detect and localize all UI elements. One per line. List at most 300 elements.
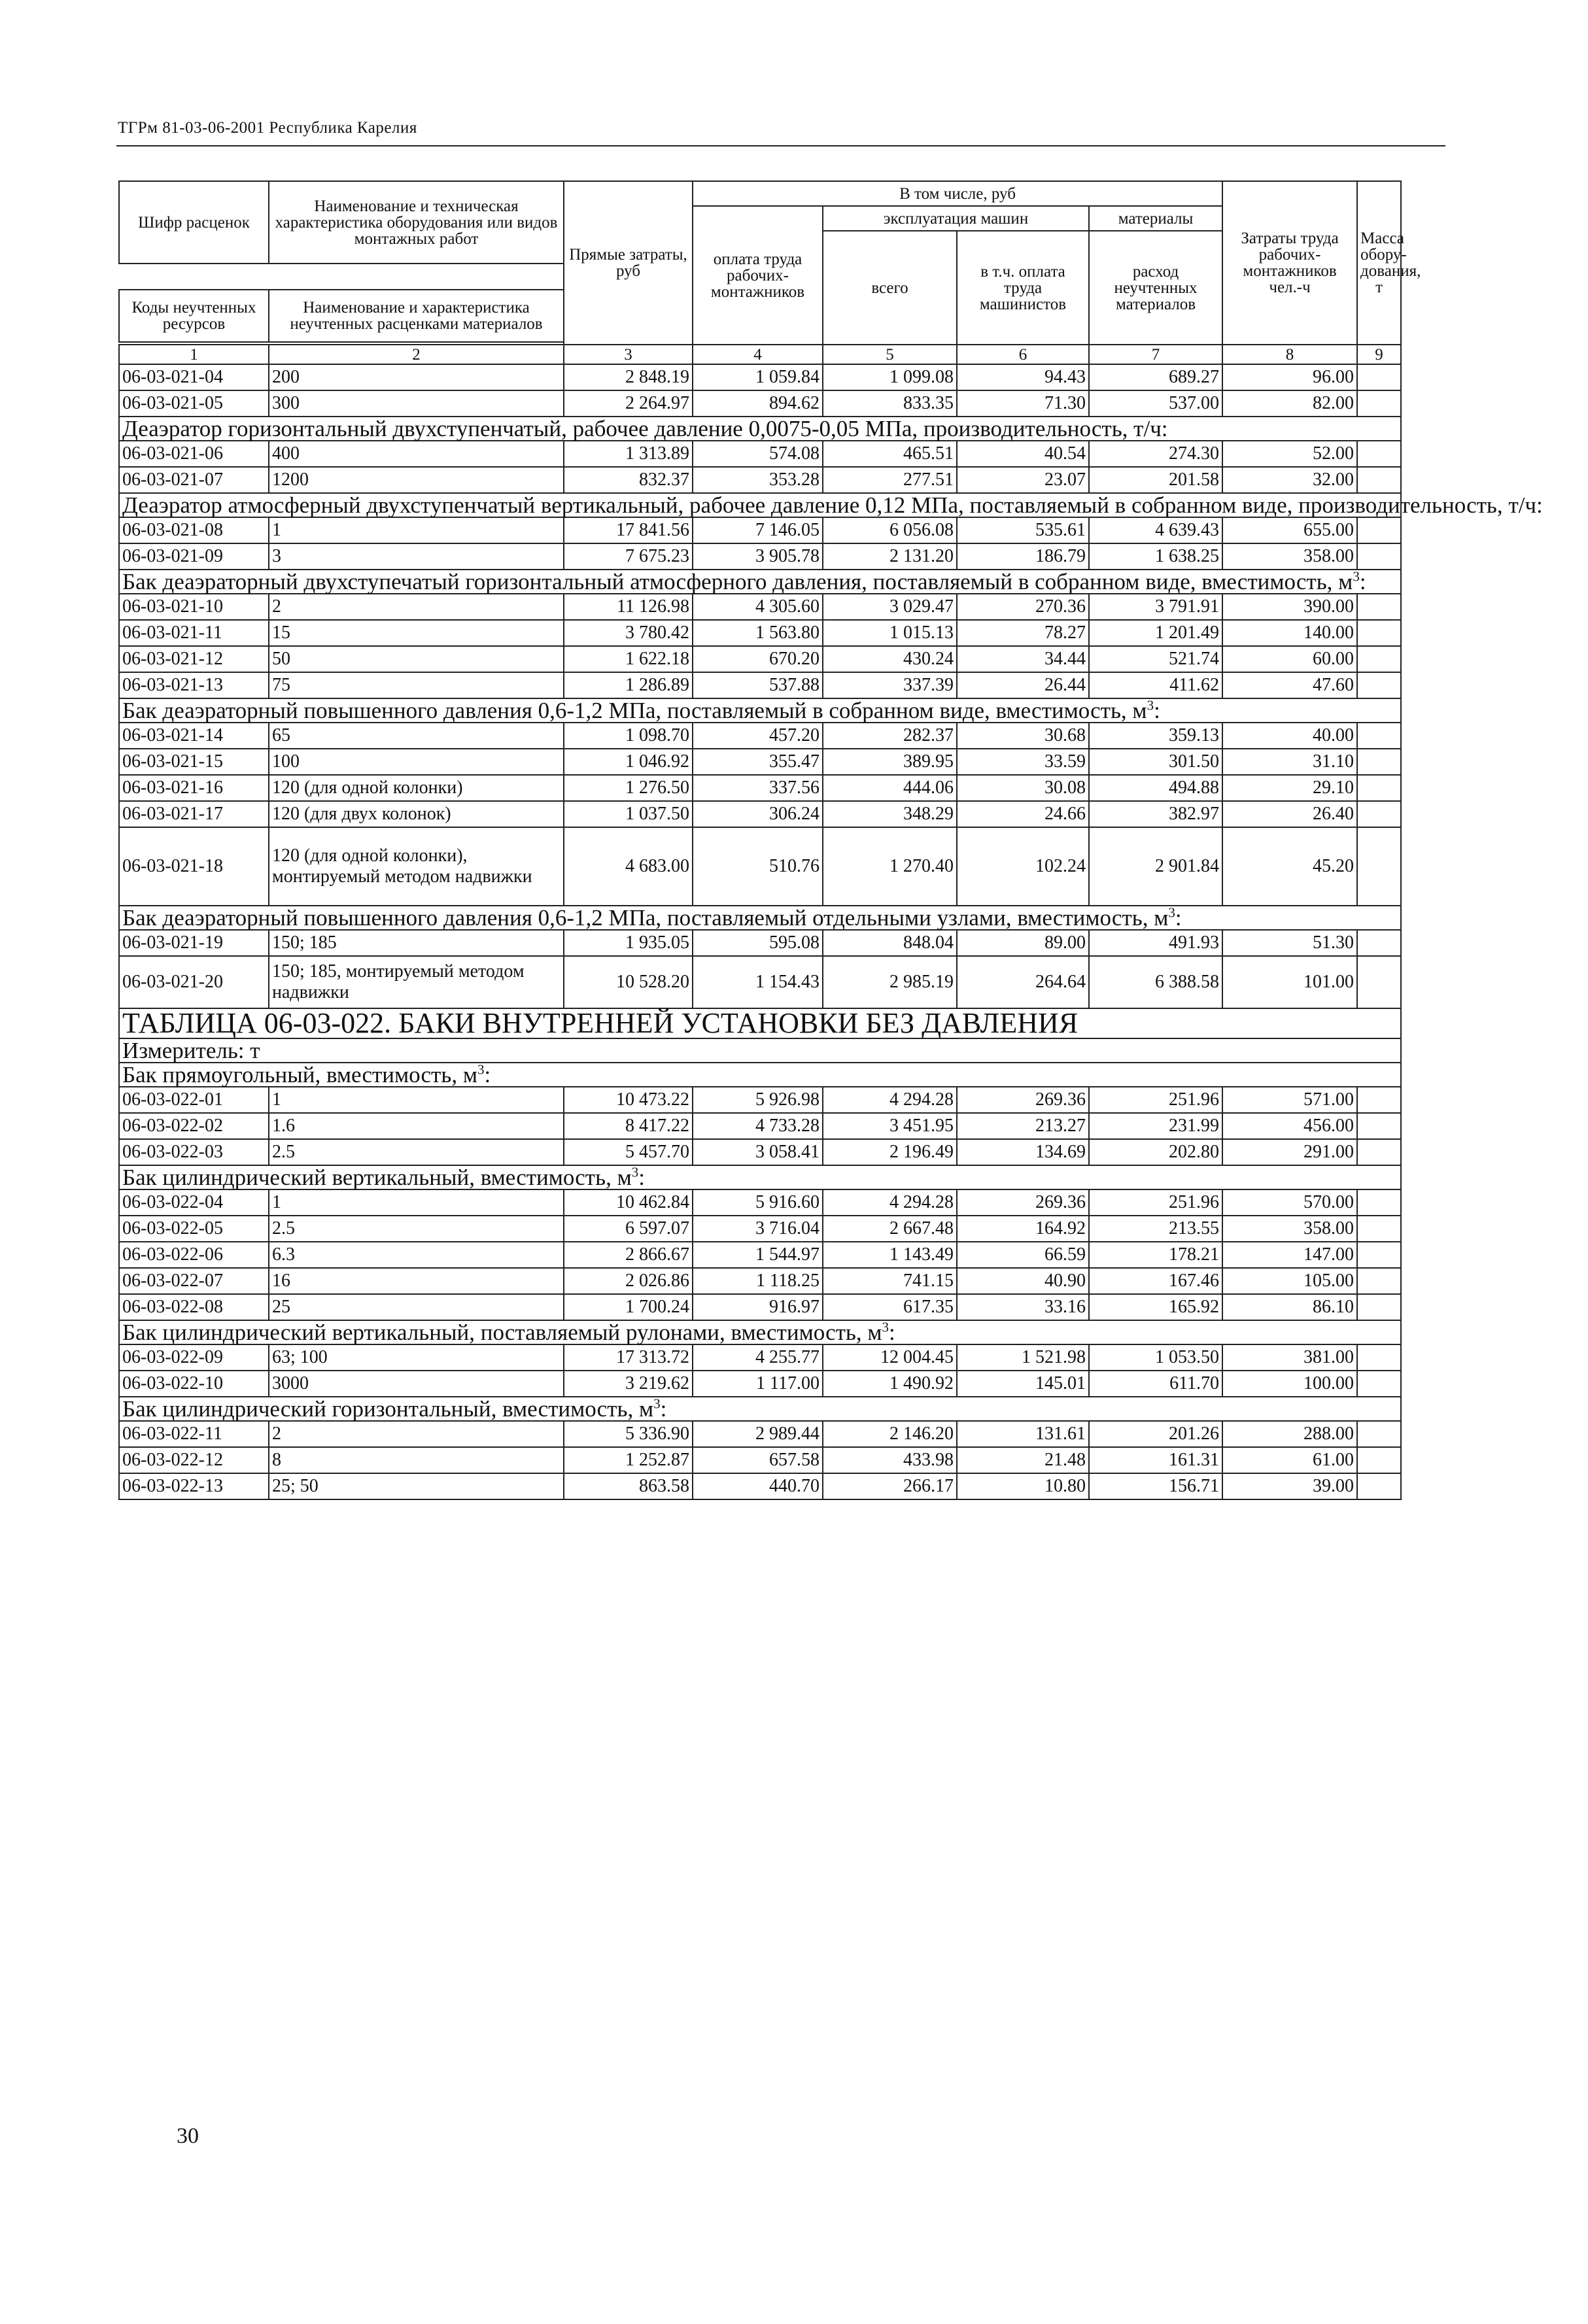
materials-usage: 2 901.84 xyxy=(1089,827,1222,906)
machines-pay: 94.43 xyxy=(957,364,1089,390)
machines-pay: 71.30 xyxy=(957,390,1089,417)
machines-pay: 270.36 xyxy=(957,594,1089,620)
labor-pay: 510.76 xyxy=(693,827,823,906)
machines-pay: 30.68 xyxy=(957,723,1089,749)
table-row xyxy=(119,1242,1401,1268)
item-description: 150; 185 xyxy=(269,930,564,956)
machines-pay: 66.59 xyxy=(957,1242,1089,1268)
equipment-mass xyxy=(1357,467,1401,493)
materials-usage: 251.96 xyxy=(1089,1087,1222,1113)
section-heading-row xyxy=(119,570,1401,594)
rate-code: 06-03-021-20 xyxy=(119,956,269,1008)
machines-pay: 34.44 xyxy=(957,646,1089,672)
direct-costs: 2 264.97 xyxy=(564,390,693,417)
materials-usage: 202.80 xyxy=(1089,1139,1222,1165)
table-title: ТАБЛИЦА 06-03-022. БАКИ ВНУТРЕННЕЙ УСТАНОВКИ БЕЗ ДАВЛЕНИЯ xyxy=(119,1008,1401,1038)
machines-pay: 89.00 xyxy=(957,930,1089,956)
materials-usage: 178.21 xyxy=(1089,1242,1222,1268)
labor-pay: 916.97 xyxy=(693,1294,823,1320)
labor-pay: 440.70 xyxy=(693,1473,823,1499)
labor-costs: 61.00 xyxy=(1222,1447,1357,1473)
header-labor-pay: оплата труда рабочих-монтажников xyxy=(693,206,823,345)
section-title-tail: : xyxy=(1175,905,1182,931)
item-description: 2.5 xyxy=(269,1216,564,1242)
machines-pay: 131.61 xyxy=(957,1421,1089,1447)
item-description: 2.5 xyxy=(269,1139,564,1165)
unit-superscript: 3 xyxy=(631,1164,639,1180)
machines-total: 348.29 xyxy=(823,801,957,827)
materials-usage: 1 638.25 xyxy=(1089,543,1222,570)
header-code: Шифр расценок xyxy=(119,181,269,264)
table-row xyxy=(119,1294,1401,1320)
table-row xyxy=(119,364,1401,390)
rate-code: 06-03-021-13 xyxy=(119,672,269,698)
direct-costs: 4 683.00 xyxy=(564,827,693,906)
labor-pay: 657.58 xyxy=(693,1447,823,1473)
table-row xyxy=(119,1371,1401,1397)
measure-unit: Измеритель: т xyxy=(119,1038,1401,1063)
unit-superscript: 3 xyxy=(882,1319,889,1335)
header-labor-costs: Затраты труда рабочих-монтажников чел.-ч xyxy=(1222,181,1357,345)
equipment-mass xyxy=(1357,1473,1401,1499)
labor-pay: 1 154.43 xyxy=(693,956,823,1008)
labor-costs: 52.00 xyxy=(1222,441,1357,467)
table-row xyxy=(119,930,1401,956)
machines-pay: 26.44 xyxy=(957,672,1089,698)
direct-costs: 1 700.24 xyxy=(564,1294,693,1320)
column-number: 3 xyxy=(564,345,693,364)
materials-usage: 3 791.91 xyxy=(1089,594,1222,620)
direct-costs: 5 457.70 xyxy=(564,1139,693,1165)
section-heading-row xyxy=(119,493,1401,517)
direct-costs: 1 286.89 xyxy=(564,672,693,698)
machines-pay: 30.08 xyxy=(957,775,1089,801)
materials-usage: 411.62 xyxy=(1089,672,1222,698)
direct-costs: 1 252.87 xyxy=(564,1447,693,1473)
section-heading xyxy=(119,417,1401,441)
labor-pay: 4 305.60 xyxy=(693,594,823,620)
labor-costs: 288.00 xyxy=(1222,1421,1357,1447)
labor-costs: 51.30 xyxy=(1222,930,1357,956)
labor-pay: 1 563.80 xyxy=(693,620,823,646)
equipment-mass xyxy=(1357,672,1401,698)
header-materials-usage: расход неучтенных материалов xyxy=(1089,231,1222,345)
section-heading-row xyxy=(119,1165,1401,1189)
direct-costs: 11 126.98 xyxy=(564,594,693,620)
machines-total: 2 131.20 xyxy=(823,543,957,570)
labor-pay: 1 544.97 xyxy=(693,1242,823,1268)
table-row xyxy=(119,723,1401,749)
rates-table xyxy=(118,180,1543,1500)
direct-costs: 10 528.20 xyxy=(564,956,693,1008)
direct-costs: 7 675.23 xyxy=(564,543,693,570)
rate-code: 06-03-022-02 xyxy=(119,1113,269,1139)
machines-total: 3 451.95 xyxy=(823,1113,957,1139)
section-heading xyxy=(119,1320,1401,1344)
labor-costs: 101.00 xyxy=(1222,956,1357,1008)
table-row xyxy=(119,827,1401,906)
labor-pay: 894.62 xyxy=(693,390,823,417)
column-number: 2 xyxy=(269,345,564,364)
header-machines-pay: в т.ч. оплата труда машинистов xyxy=(957,231,1089,345)
equipment-mass xyxy=(1357,1268,1401,1294)
column-number: 8 xyxy=(1222,345,1357,364)
rate-code: 06-03-022-01 xyxy=(119,1087,269,1113)
direct-costs: 2 026.86 xyxy=(564,1268,693,1294)
section-heading xyxy=(119,1397,1401,1421)
machines-total: 4 294.28 xyxy=(823,1087,957,1113)
labor-costs: 26.40 xyxy=(1222,801,1357,827)
equipment-mass xyxy=(1357,827,1401,906)
direct-costs: 5 336.90 xyxy=(564,1421,693,1447)
direct-costs: 1 313.89 xyxy=(564,441,693,467)
equipment-mass xyxy=(1357,1113,1401,1139)
item-description: 200 xyxy=(269,364,564,390)
item-description: 1.6 xyxy=(269,1113,564,1139)
table-row xyxy=(119,441,1401,467)
labor-costs: 456.00 xyxy=(1222,1113,1357,1139)
labor-pay: 1 117.00 xyxy=(693,1371,823,1397)
materials-usage: 201.26 xyxy=(1089,1421,1222,1447)
equipment-mass xyxy=(1357,390,1401,417)
materials-usage: 161.31 xyxy=(1089,1447,1222,1473)
section-title-tail: : xyxy=(1359,569,1366,594)
section-title-tail: : xyxy=(1154,698,1160,723)
rate-code: 06-03-022-05 xyxy=(119,1216,269,1242)
table-row xyxy=(119,1421,1401,1447)
rate-code: 06-03-021-11 xyxy=(119,620,269,646)
materials-usage: 213.55 xyxy=(1089,1216,1222,1242)
materials-usage: 6 388.58 xyxy=(1089,956,1222,1008)
rate-code: 06-03-022-11 xyxy=(119,1421,269,1447)
equipment-mass xyxy=(1357,620,1401,646)
labor-pay: 457.20 xyxy=(693,723,823,749)
unit-superscript: 3 xyxy=(1147,697,1154,713)
labor-pay: 337.56 xyxy=(693,775,823,801)
machines-total: 266.17 xyxy=(823,1473,957,1499)
materials-usage: 201.58 xyxy=(1089,467,1222,493)
materials-usage: 274.30 xyxy=(1089,441,1222,467)
machines-total: 741.15 xyxy=(823,1268,957,1294)
table-row xyxy=(119,749,1401,775)
equipment-mass xyxy=(1357,646,1401,672)
direct-costs: 2 866.67 xyxy=(564,1242,693,1268)
rate-code: 06-03-021-06 xyxy=(119,441,269,467)
labor-costs: 39.00 xyxy=(1222,1473,1357,1499)
unit-superscript: 3 xyxy=(1168,904,1175,921)
column-number: 7 xyxy=(1089,345,1222,364)
materials-usage: 231.99 xyxy=(1089,1113,1222,1139)
machines-total: 444.06 xyxy=(823,775,957,801)
header-divider xyxy=(116,145,1445,146)
labor-pay: 306.24 xyxy=(693,801,823,827)
machines-total: 337.39 xyxy=(823,672,957,698)
item-description: 1 xyxy=(269,1087,564,1113)
machines-total: 277.51 xyxy=(823,467,957,493)
rate-code: 06-03-021-07 xyxy=(119,467,269,493)
section-heading xyxy=(119,570,1401,594)
table-row xyxy=(119,543,1401,570)
table-title-row xyxy=(119,1008,1401,1038)
direct-costs: 6 597.07 xyxy=(564,1216,693,1242)
machines-total: 833.35 xyxy=(823,390,957,417)
labor-costs: 40.00 xyxy=(1222,723,1357,749)
direct-costs: 863.58 xyxy=(564,1473,693,1499)
table-row xyxy=(119,1189,1401,1216)
machines-pay: 1 521.98 xyxy=(957,1344,1089,1371)
machines-pay: 134.69 xyxy=(957,1139,1089,1165)
column-number: 6 xyxy=(957,345,1089,364)
item-description: 75 xyxy=(269,672,564,698)
machines-total: 2 985.19 xyxy=(823,956,957,1008)
rate-code: 06-03-021-10 xyxy=(119,594,269,620)
table-row xyxy=(119,620,1401,646)
labor-costs: 32.00 xyxy=(1222,467,1357,493)
section-title: Бак деаэраторный повышенного давления 0,6-1,2 МПа, поставляемый отдельными узлами, вместимость, м xyxy=(122,905,1169,931)
labor-costs: 390.00 xyxy=(1222,594,1357,620)
section-heading xyxy=(119,1165,1401,1189)
machines-total: 4 294.28 xyxy=(823,1189,957,1216)
machines-pay: 33.16 xyxy=(957,1294,1089,1320)
item-description: 3 xyxy=(269,543,564,570)
item-description: 50 xyxy=(269,646,564,672)
table-row xyxy=(119,467,1401,493)
labor-pay: 355.47 xyxy=(693,749,823,775)
rate-code: 06-03-021-08 xyxy=(119,517,269,543)
rate-code: 06-03-021-17 xyxy=(119,801,269,827)
section-heading xyxy=(119,492,1543,518)
machines-pay: 24.66 xyxy=(957,801,1089,827)
direct-costs: 8 417.22 xyxy=(564,1113,693,1139)
rate-code: 06-03-022-12 xyxy=(119,1447,269,1473)
section-title: Деаэратор атмосферный двухступенчатый вертикальный, рабочее давление 0,12 МПа, поставляемый в собранном виде, производительность, т/ч: xyxy=(122,492,1543,518)
equipment-mass xyxy=(1357,543,1401,570)
machines-pay: 213.27 xyxy=(957,1113,1089,1139)
equipment-mass xyxy=(1357,1242,1401,1268)
labor-pay: 3 905.78 xyxy=(693,543,823,570)
table-row xyxy=(119,1447,1401,1473)
section-heading xyxy=(119,698,1401,723)
materials-usage: 167.46 xyxy=(1089,1268,1222,1294)
rate-code: 06-03-021-15 xyxy=(119,749,269,775)
header-name-unaccounted: Наименование и характеристика неучтенных расценками материалов xyxy=(269,290,564,342)
direct-costs: 17 313.72 xyxy=(564,1344,693,1371)
rate-code: 06-03-021-12 xyxy=(119,646,269,672)
materials-usage: 1 053.50 xyxy=(1089,1344,1222,1371)
header-name: Наименование и техническая характеристика оборудования или видов монтажных работ xyxy=(269,181,564,264)
section-title: Бак деаэраторный повышенного давления 0,6-1,2 МПа, поставляемый в собранном виде, вместимость, м xyxy=(122,698,1147,723)
equipment-mass xyxy=(1357,775,1401,801)
table-row xyxy=(119,1139,1401,1165)
materials-usage: 301.50 xyxy=(1089,749,1222,775)
machines-total: 465.51 xyxy=(823,441,957,467)
item-description: 120 (для двух колонок) xyxy=(269,801,564,827)
item-description: 400 xyxy=(269,441,564,467)
table-row xyxy=(119,672,1401,698)
equipment-mass xyxy=(1357,594,1401,620)
machines-pay: 145.01 xyxy=(957,1371,1089,1397)
equipment-mass xyxy=(1357,1447,1401,1473)
labor-pay: 4 733.28 xyxy=(693,1113,823,1139)
equipment-mass xyxy=(1357,364,1401,390)
running-header: ТГРм 81-03-06-2001 Республика Карелия xyxy=(118,119,417,137)
section-title: Бак цилиндрический вертикальный, поставляемый рулонами, вместимость, м xyxy=(122,1320,882,1345)
machines-total: 6 056.08 xyxy=(823,517,957,543)
section-title: Бак деаэраторный двухступечатый горизонтальный атмосферного давления, поставляемый в собранном виде, вместимость, м xyxy=(122,569,1353,594)
direct-costs: 1 276.50 xyxy=(564,775,693,801)
machines-pay: 23.07 xyxy=(957,467,1089,493)
machines-pay: 78.27 xyxy=(957,620,1089,646)
item-description: 120 (для одной колонки), монтируемый методом надвижки xyxy=(269,827,564,906)
machines-total: 389.95 xyxy=(823,749,957,775)
item-description: 25 xyxy=(269,1294,564,1320)
labor-costs: 147.00 xyxy=(1222,1242,1357,1268)
header-direct-costs: Прямые затраты, руб xyxy=(564,181,693,345)
machines-pay: 164.92 xyxy=(957,1216,1089,1242)
equipment-mass xyxy=(1357,1139,1401,1165)
item-description: 63; 100 xyxy=(269,1344,564,1371)
labor-pay: 1 059.84 xyxy=(693,364,823,390)
materials-usage: 156.71 xyxy=(1089,1473,1222,1499)
section-heading-row xyxy=(119,1397,1401,1421)
labor-pay: 3 058.41 xyxy=(693,1139,823,1165)
machines-total: 1 270.40 xyxy=(823,827,957,906)
rate-code: 06-03-022-04 xyxy=(119,1189,269,1216)
section-heading-row xyxy=(119,1320,1401,1344)
materials-usage: 521.74 xyxy=(1089,646,1222,672)
unit-superscript: 3 xyxy=(653,1395,661,1412)
rate-code: 06-03-021-09 xyxy=(119,543,269,570)
section-title: Бак цилиндрический вертикальный, вместимость, м xyxy=(122,1165,632,1190)
equipment-mass xyxy=(1357,749,1401,775)
machines-pay: 40.54 xyxy=(957,441,1089,467)
rate-code: 06-03-022-03 xyxy=(119,1139,269,1165)
table-row xyxy=(119,646,1401,672)
equipment-mass xyxy=(1357,1294,1401,1320)
labor-costs: 100.00 xyxy=(1222,1371,1357,1397)
equipment-mass xyxy=(1357,723,1401,749)
labor-pay: 5 916.60 xyxy=(693,1189,823,1216)
table-row xyxy=(119,1268,1401,1294)
equipment-mass xyxy=(1357,441,1401,467)
section-heading xyxy=(119,1063,1401,1087)
direct-costs: 1 622.18 xyxy=(564,646,693,672)
unit-superscript: 3 xyxy=(477,1061,485,1078)
direct-costs: 2 848.19 xyxy=(564,364,693,390)
direct-costs: 10 462.84 xyxy=(564,1189,693,1216)
section-heading-row xyxy=(119,698,1401,723)
header-codes-unaccounted: Коды неучтенных ресурсов xyxy=(119,290,269,342)
machines-total: 848.04 xyxy=(823,930,957,956)
item-description: 2 xyxy=(269,594,564,620)
column-number: 5 xyxy=(823,345,957,364)
item-description: 8 xyxy=(269,1447,564,1473)
labor-pay: 7 146.05 xyxy=(693,517,823,543)
materials-usage: 1 201.49 xyxy=(1089,620,1222,646)
labor-costs: 381.00 xyxy=(1222,1344,1357,1371)
table-row xyxy=(119,1113,1401,1139)
labor-costs: 60.00 xyxy=(1222,646,1357,672)
section-title: Деаэратор горизонтальный двухступенчатый, рабочее давление 0,0075-0,05 МПа, производительность, т/ч: xyxy=(122,416,1168,441)
rate-code: 06-03-021-18 xyxy=(119,827,269,906)
rate-code: 06-03-021-04 xyxy=(119,364,269,390)
item-description: 100 xyxy=(269,749,564,775)
labor-costs: 105.00 xyxy=(1222,1268,1357,1294)
rate-code: 06-03-022-06 xyxy=(119,1242,269,1268)
machines-total: 2 146.20 xyxy=(823,1421,957,1447)
item-description: 150; 185, монтируемый методом надвижки xyxy=(269,956,564,1008)
rate-code: 06-03-021-16 xyxy=(119,775,269,801)
labor-pay: 537.88 xyxy=(693,672,823,698)
machines-total: 1 490.92 xyxy=(823,1371,957,1397)
machines-pay: 264.64 xyxy=(957,956,1089,1008)
equipment-mass xyxy=(1357,1421,1401,1447)
section-heading-row xyxy=(119,906,1401,930)
labor-costs: 82.00 xyxy=(1222,390,1357,417)
header-machines: эксплуатация машин xyxy=(823,206,1089,231)
materials-usage: 494.88 xyxy=(1089,775,1222,801)
table-row xyxy=(119,775,1401,801)
equipment-mass xyxy=(1357,1216,1401,1242)
machines-total: 433.98 xyxy=(823,1447,957,1473)
direct-costs: 832.37 xyxy=(564,467,693,493)
materials-usage: 689.27 xyxy=(1089,364,1222,390)
direct-costs: 3 780.42 xyxy=(564,620,693,646)
section-title-tail: : xyxy=(889,1320,895,1345)
equipment-mass xyxy=(1357,1344,1401,1371)
machines-pay: 186.79 xyxy=(957,543,1089,570)
machines-total: 3 029.47 xyxy=(823,594,957,620)
materials-usage: 4 639.43 xyxy=(1089,517,1222,543)
item-description: 1 xyxy=(269,1189,564,1216)
item-description: 25; 50 xyxy=(269,1473,564,1499)
machines-total: 282.37 xyxy=(823,723,957,749)
equipment-mass xyxy=(1357,1087,1401,1113)
equipment-mass xyxy=(1357,517,1401,543)
item-description: 16 xyxy=(269,1268,564,1294)
rate-code: 06-03-022-10 xyxy=(119,1371,269,1397)
table-row xyxy=(119,390,1401,417)
rate-code: 06-03-022-08 xyxy=(119,1294,269,1320)
table-row xyxy=(119,594,1401,620)
materials-usage: 165.92 xyxy=(1089,1294,1222,1320)
labor-pay: 574.08 xyxy=(693,441,823,467)
machines-total: 12 004.45 xyxy=(823,1344,957,1371)
rate-code: 06-03-022-09 xyxy=(119,1344,269,1371)
rate-code: 06-03-021-14 xyxy=(119,723,269,749)
machines-pay: 33.59 xyxy=(957,749,1089,775)
section-heading-row xyxy=(119,417,1401,441)
item-description: 15 xyxy=(269,620,564,646)
labor-pay: 595.08 xyxy=(693,930,823,956)
rate-code: 06-03-022-07 xyxy=(119,1268,269,1294)
section-title: Бак прямоугольный, вместимость, м xyxy=(122,1062,477,1087)
direct-costs: 1 098.70 xyxy=(564,723,693,749)
labor-pay: 4 255.77 xyxy=(693,1344,823,1371)
page-number: 30 xyxy=(177,2124,199,2148)
labor-costs: 86.10 xyxy=(1222,1294,1357,1320)
section-title-tail: : xyxy=(484,1062,491,1087)
labor-costs: 570.00 xyxy=(1222,1189,1357,1216)
materials-usage: 537.00 xyxy=(1089,390,1222,417)
machines-total: 430.24 xyxy=(823,646,957,672)
section-title: Бак цилиндрический горизонтальный, вместимость, м xyxy=(122,1396,654,1422)
column-number: 1 xyxy=(119,345,269,364)
machines-pay: 269.36 xyxy=(957,1189,1089,1216)
table-body xyxy=(119,364,1543,1499)
labor-costs: 29.10 xyxy=(1222,775,1357,801)
labor-costs: 96.00 xyxy=(1222,364,1357,390)
